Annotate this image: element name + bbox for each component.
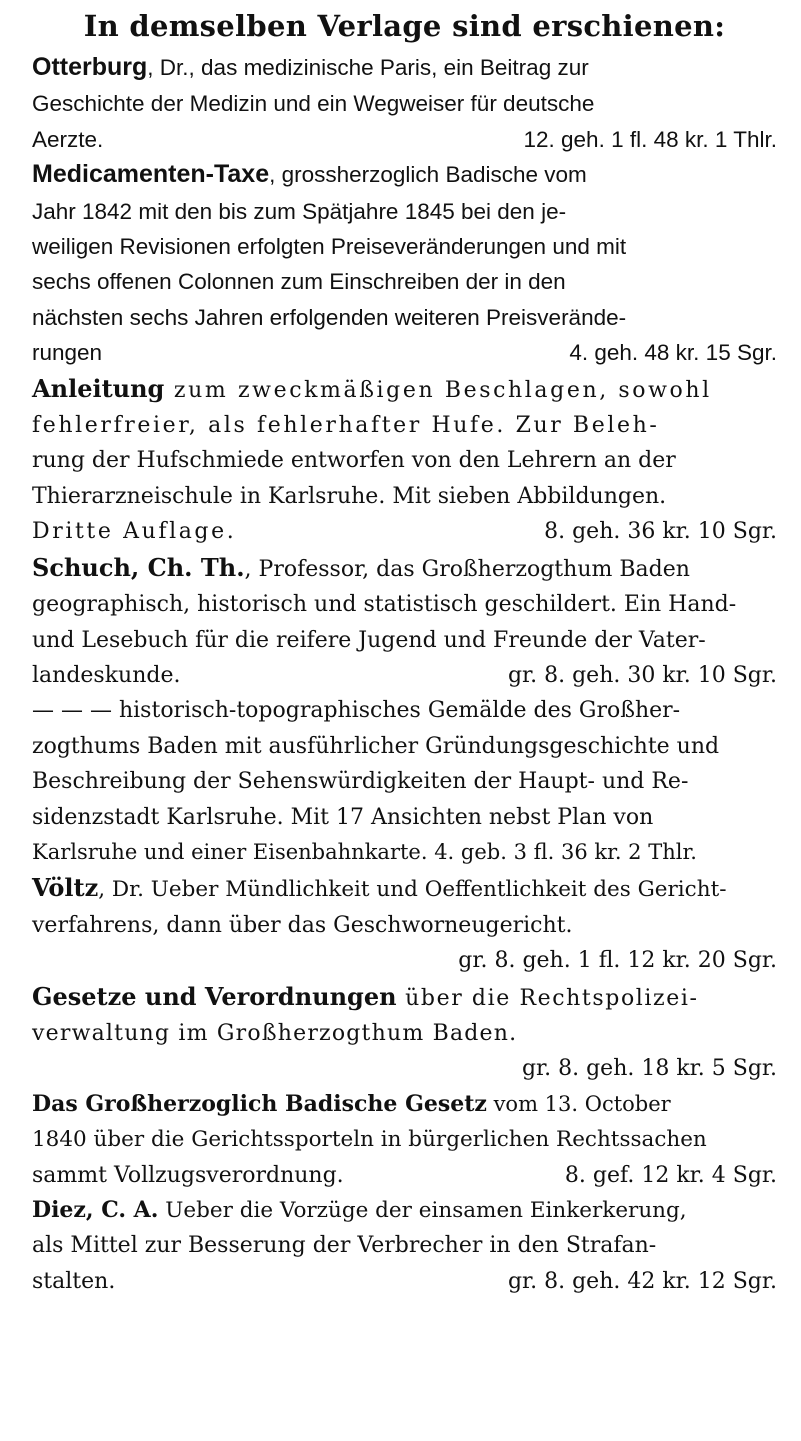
price-row xyxy=(32,658,777,693)
entry-text: Geschichte der Medizin und ein Wegweiser für deutsche xyxy=(32,91,595,117)
price-label: 4. geh. 48 kr. 15 Sgr. xyxy=(569,340,777,366)
entry-text: Ueber die Vorzüge der einsamen Einkerkerung, xyxy=(158,1198,687,1223)
price-label: gr. 8. geh. 30 kr. 10 Sgr. xyxy=(507,662,777,688)
entry-text: Beschreibung der Sehenswürdigkeiten der Haupt- und Re- xyxy=(32,769,689,795)
entry-text: landeskunde. xyxy=(32,662,181,688)
entry-text: , grossherzoglich Badische vom xyxy=(269,162,587,188)
entry-text: rungen xyxy=(32,340,103,366)
catalog-list xyxy=(32,50,777,1299)
price-label: 8. geh. 36 kr. 10 Sgr. xyxy=(544,519,777,545)
list-item xyxy=(32,50,777,86)
price-label: gr. 8. geh. 42 kr. 12 Sgr. xyxy=(507,1268,777,1294)
entry-text: , Dr. Ueber Mündlichkeit und Oeffentlichkeit des Gericht- xyxy=(98,877,727,903)
entry-text: , Professor, das Großherzogthum Baden xyxy=(244,556,690,582)
entry-text: sammt Vollzugsverordnung. xyxy=(32,1162,344,1188)
entry-author: Otterburg xyxy=(32,53,148,81)
entry-text: stalten. xyxy=(32,1268,116,1294)
entry-text: Karlsruhe und einer Eisenbahnkarte. 4. geb. 3 fl. 36 kr. 2 Thlr. xyxy=(32,839,697,864)
entry-author: Völtz xyxy=(32,873,99,903)
price-row xyxy=(32,1264,777,1299)
entry-text: sechs offenen Colonnen zum Einschreiben der in den xyxy=(32,269,566,295)
entry-text: verfahrens, dann über das Geschworneugericht. xyxy=(32,912,573,938)
entry-title: Anleitung xyxy=(32,373,165,403)
entry-text: zogthums Baden mit ausführlicher Gründungsgeschichte und xyxy=(32,733,720,759)
list-item xyxy=(32,157,777,193)
list-item xyxy=(32,550,777,587)
entry-text: über die Rechtspolizei- xyxy=(396,985,699,1011)
list-item xyxy=(32,979,777,1016)
entry-text: und Lesebuch für die reifere Jugend und Freunde der Vater- xyxy=(32,627,706,653)
price-row xyxy=(32,335,777,370)
entry-text: — — — historisch-topographisches Gemälde des Großher- xyxy=(32,698,681,724)
entry-text: sidenzstadt Karlsruhe. Mit 17 Ansichten nebst Plan von xyxy=(32,804,654,830)
price-label: gr. 8. geh. 1 fl. 12 kr. 20 Sgr. xyxy=(458,948,777,974)
entry-text: als Mittel zur Besserung der Verbrecher in den Strafan- xyxy=(32,1233,657,1259)
entry-text: fehlerfreier, als fehlerhafter Hufe. Zur Beleh- xyxy=(32,413,660,439)
entry-title: Gesetze und Verordnungen xyxy=(32,981,397,1011)
list-item xyxy=(32,371,777,408)
page-heading: In demselben Verlage sind erschienen: xyxy=(83,9,726,43)
entry-text: Dritte Auflage. xyxy=(32,519,237,545)
entry-author: Schuch, Ch. Th. xyxy=(32,552,245,582)
entry-text: vom 13. October xyxy=(486,1091,671,1116)
price-label: 12. geh. 1 fl. 48 kr. 1 Thlr. xyxy=(523,126,777,152)
price-label: 8. gef. 12 kr. 4 Sgr. xyxy=(564,1162,777,1188)
list-item xyxy=(32,870,777,907)
entry-title: Medicamenten-Taxe xyxy=(32,160,270,189)
price-row xyxy=(32,1158,777,1193)
entry-text: geographisch, historisch und statistisch geschildert. Ein Hand- xyxy=(32,592,737,618)
entry-text: Jahr 1842 mit den bis zum Spätjahre 1845 bei den je- xyxy=(32,198,567,224)
entry-text: weiligen Revisionen erfolgten Preiseveränderungen und mit xyxy=(32,234,627,260)
entry-text: nächsten sechs Jahren erfolgenden weiteren Preisverände- xyxy=(32,304,627,330)
list-item xyxy=(32,1193,777,1228)
entry-text: verwaltung im Großherzogthum Baden. xyxy=(32,1020,518,1046)
entry-text: rung der Hufschmiede entworfen von den Lehrern an der xyxy=(32,448,676,474)
entry-text: 1840 über die Gerichtssporteln in bürgerlichen Rechtssachen xyxy=(32,1127,707,1153)
price-label: gr. 8. geh. 18 kr. 5 Sgr. xyxy=(521,1056,777,1082)
entry-text: Thierarzneischule in Karlsruhe. Mit sieben Abbildungen. xyxy=(32,483,667,509)
price-row xyxy=(32,1051,777,1086)
entry-title: Das Großherzoglich Badische Gesetz xyxy=(32,1090,487,1117)
price-row xyxy=(32,943,777,978)
list-item xyxy=(32,1087,777,1122)
entry-text: zum zweckmäßigen Beschlagen, sowohl xyxy=(164,377,712,403)
price-row xyxy=(32,514,777,549)
entry-author: Diez, C. A. xyxy=(32,1197,159,1223)
entry-text: Aerzte. xyxy=(32,126,104,152)
price-row xyxy=(32,122,777,157)
entry-text: , Dr., das medizinische Paris, ein Beitrag zur xyxy=(147,55,589,80)
